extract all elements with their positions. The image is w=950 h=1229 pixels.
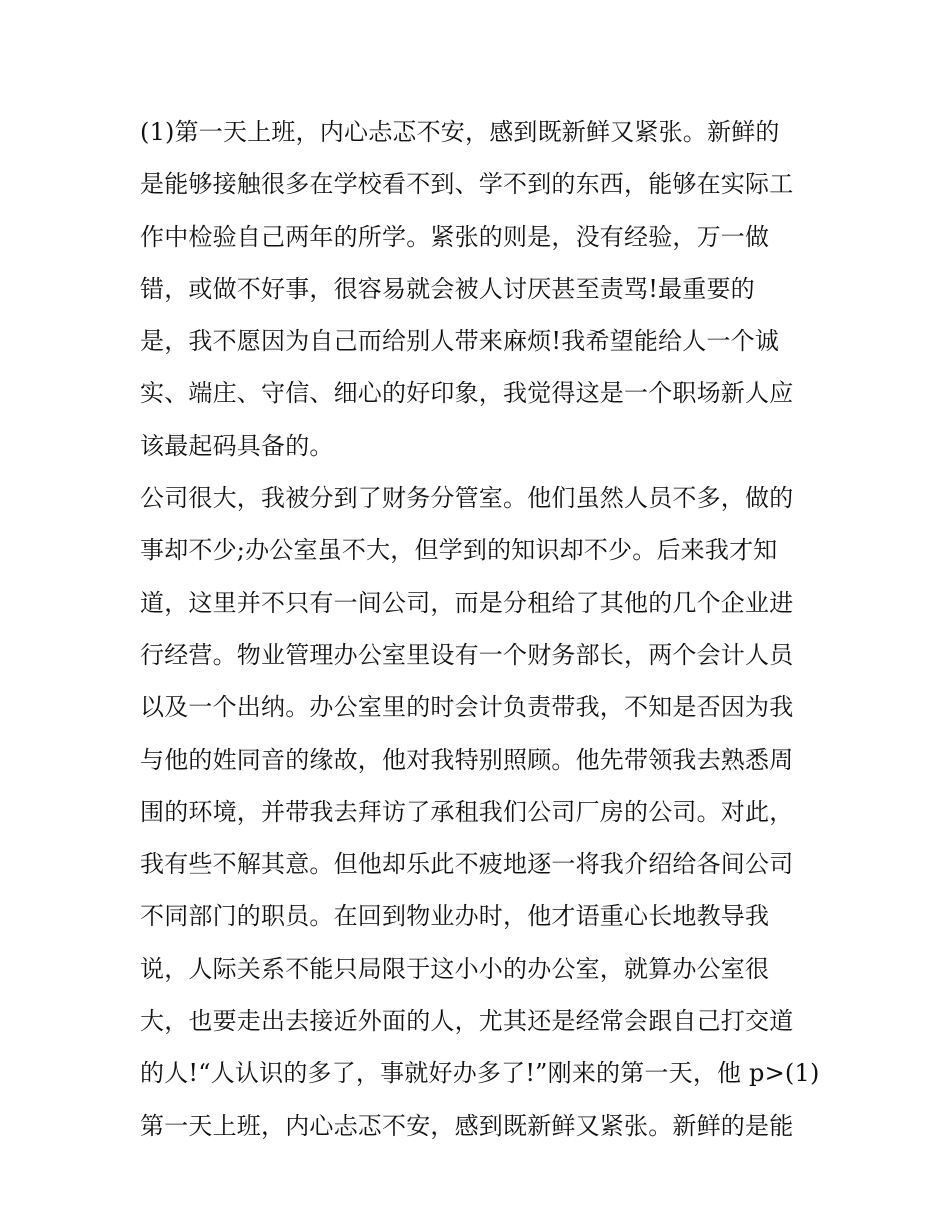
body-text: [140, 106, 820, 1152]
text-line-19: 的人!“人认识的多了，事就好办多了!”刚来的第一天，他 p>(1): [140, 1059, 820, 1088]
text-line-16: 不同部门的职员。在回到物业办时，他才语重心长地教导我: [140, 902, 770, 931]
text-line-12: 以及一个出纳。办公室里的时会计负责带我，不知是否因为我: [140, 693, 794, 722]
text-line-18: 大，也要走出去接近外面的人，尤其还是经常会跟自己打交道: [140, 1007, 794, 1036]
text-line-11: 行经营。物业管理办公室里设有一个财务部长，两个会计人员: [140, 640, 794, 669]
text-line-1: (1)第一天上班，内心忐忑不安，感到既新鲜又紧张。新鲜的: [140, 118, 780, 146]
text-line-14: 围的环境，并带我去拜访了承租我们公司厂房的公司。对此，: [140, 797, 794, 826]
text-line-8: 公司很大，我被分到了财务分管室。他们虽然人员不多，做的: [140, 484, 794, 513]
text-line-5: 是，我不愿因为自己而给别人带来麻烦!我希望能给人一个诚: [140, 327, 780, 356]
text-line-2: 是能够接触很多在学校看不到、学不到的东西，能够在实际工: [140, 170, 794, 199]
text-line-17: 说，人际关系不能只局限于这小小的办公室，就算办公室很: [140, 954, 770, 983]
text-line-7: 该最起码具备的。: [140, 431, 334, 460]
text-line-3: 作中检验自己两年的所学。紧张的则是，没有经验，万一做: [140, 222, 770, 251]
text-line-6: 实、端庄、守信、细心的好印象，我觉得这是一个职场新人应: [140, 379, 794, 408]
text-line-15: 我有些不解其意。但他却乐此不疲地逐一将我介绍给各间公司: [140, 850, 794, 879]
text-line-10: 道，这里并不只有一间公司，而是分租给了其他的几个企业进: [140, 588, 794, 617]
text-line-20: 第一天上班，内心忐忑不安，感到既新鲜又紧张。新鲜的是能: [140, 1111, 794, 1140]
text-line-4: 错，或做不好事，很容易就会被人讨厌甚至责骂!最重要的: [140, 274, 755, 303]
text-line-13: 与他的姓同音的缘故，他对我特别照顾。他先带领我去熟悉周: [140, 745, 794, 774]
text-line-9: 事却不少;办公室虽不大，但学到的知识却不少。后来我才知: [140, 536, 778, 565]
